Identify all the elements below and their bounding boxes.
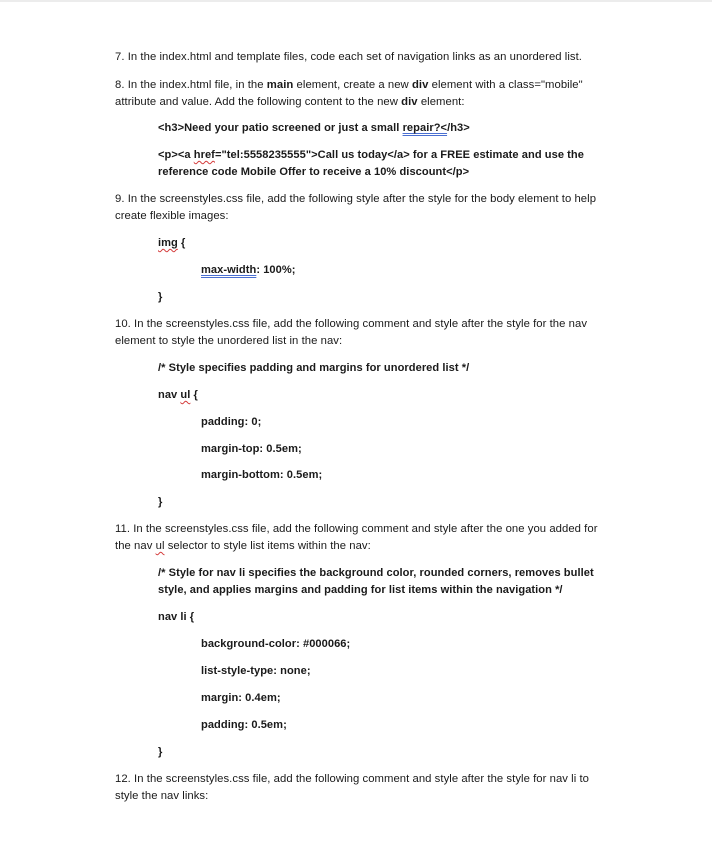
keyword-main: main bbox=[266, 79, 294, 91]
code-run: } bbox=[158, 746, 163, 758]
text-run: the nav bbox=[115, 540, 156, 552]
keyword-div: div bbox=[401, 96, 418, 108]
step-11-line-2 bbox=[115, 538, 371, 555]
text-run: 8. In the index.html file, in the bbox=[115, 79, 267, 91]
code-run: margin-bottom: 0.5em; bbox=[201, 469, 323, 481]
code-run: <p><a bbox=[158, 149, 194, 161]
code-run: background-color: #000066; bbox=[201, 638, 351, 650]
spell-flag-ul: ul bbox=[180, 389, 191, 401]
step-10-line-2 bbox=[115, 333, 342, 350]
grammar-flag-repair: repair?< bbox=[402, 122, 448, 134]
text-run: create flexible images: bbox=[115, 210, 229, 222]
text-run: selector to style list items within the nav: bbox=[164, 540, 371, 552]
css-comment-ul bbox=[158, 360, 469, 377]
code-p-line-2 bbox=[158, 164, 469, 181]
spell-flag-img: img bbox=[158, 237, 178, 249]
step-7-line: 7. In the index.html and template files, code each set of navigation links as an unordered list. bbox=[115, 51, 582, 63]
css-prop-margin-bottom bbox=[201, 467, 322, 484]
text-run: 9. In the screenstyles.css file, add the following style after the style for the body element to help bbox=[115, 193, 597, 205]
code-run: } bbox=[158, 496, 163, 508]
code-h3-line bbox=[158, 120, 470, 137]
text-run: 12. In the screenstyles.css file, add the following comment and style after the style for nav li to bbox=[115, 773, 590, 785]
text-run: style the nav links: bbox=[115, 790, 209, 802]
text-run: element: bbox=[417, 96, 465, 108]
step-8-line-2 bbox=[115, 94, 465, 111]
code-run: { bbox=[190, 389, 198, 401]
code-run: padding: 0.5em; bbox=[201, 719, 287, 731]
css-prop-padding bbox=[201, 717, 287, 734]
step-8-line-1 bbox=[115, 77, 583, 94]
code-run: padding: 0; bbox=[201, 416, 262, 428]
css-selector-nav-ul bbox=[158, 387, 198, 404]
code-run: style, and applies margins and padding for list items within the navigation */ bbox=[158, 584, 563, 596]
code-run: reference code Mobile Offer to receive a 10% discount</p> bbox=[158, 166, 470, 178]
step-12-line-1 bbox=[115, 771, 589, 788]
css-comment-li-1 bbox=[158, 565, 594, 582]
code-run: /* Style specifies padding and margins for unordered list */ bbox=[158, 362, 470, 374]
code-run: margin-top: 0.5em; bbox=[201, 443, 302, 455]
step-12-line-2 bbox=[115, 788, 208, 805]
step-11-line-1 bbox=[115, 521, 598, 538]
step-9-line-2 bbox=[115, 208, 229, 225]
grammar-flag-max-width: max-width bbox=[201, 264, 257, 276]
css-prop-list-style-type bbox=[201, 663, 311, 680]
text-run: 11. In the screenstyles.css file, add the following comment and style after the one you added for bbox=[115, 523, 598, 535]
css-close-brace bbox=[158, 289, 162, 306]
css-prop-background-color bbox=[201, 636, 350, 653]
css-selector-nav-li bbox=[158, 609, 194, 626]
css-prop-margin-top bbox=[201, 441, 302, 458]
text-run: attribute and value. Add the following content to the new bbox=[115, 96, 402, 108]
spell-flag-href: href bbox=[193, 149, 215, 161]
code-run: list-style-type: none; bbox=[201, 665, 311, 677]
text-run: element with a class="mobile" bbox=[428, 79, 583, 91]
code-run: nav li { bbox=[158, 611, 195, 623]
code-run: /h3> bbox=[447, 122, 470, 134]
text-run: 10. In the screenstyles.css file, add the following comment and style after the style for the nav bbox=[115, 318, 588, 330]
step-7-text bbox=[115, 49, 582, 66]
code-run: ="tel:5558235555">Call us today</a> for a FREE estimate and use the bbox=[214, 149, 584, 161]
css-selector-img bbox=[158, 235, 185, 252]
css-comment-li-2 bbox=[158, 582, 563, 599]
step-10-line-1 bbox=[115, 316, 587, 333]
code-run: /* Style for nav li specifies the background color, rounded corners, removes bullet bbox=[158, 567, 594, 579]
code-run: nav bbox=[158, 389, 181, 401]
text-run: element, create a new bbox=[293, 79, 412, 91]
css-close-brace bbox=[158, 494, 162, 511]
code-p-line-1 bbox=[158, 147, 584, 164]
spell-flag-ul: ul bbox=[155, 540, 165, 552]
css-prop-margin bbox=[201, 690, 281, 707]
code-run: } bbox=[158, 291, 163, 303]
code-run: <h3>Need your patio screened or just a small bbox=[158, 122, 403, 134]
keyword-div: div bbox=[411, 79, 429, 91]
css-prop-padding bbox=[201, 414, 261, 431]
css-close-brace bbox=[158, 744, 162, 761]
css-prop-max-width bbox=[201, 262, 296, 279]
code-run: { bbox=[177, 237, 186, 249]
text-run: element to style the unordered list in the nav: bbox=[115, 335, 343, 347]
code-run: margin: 0.4em; bbox=[201, 692, 281, 704]
step-9-line-1 bbox=[115, 191, 596, 208]
code-run: : 100%; bbox=[256, 264, 296, 276]
